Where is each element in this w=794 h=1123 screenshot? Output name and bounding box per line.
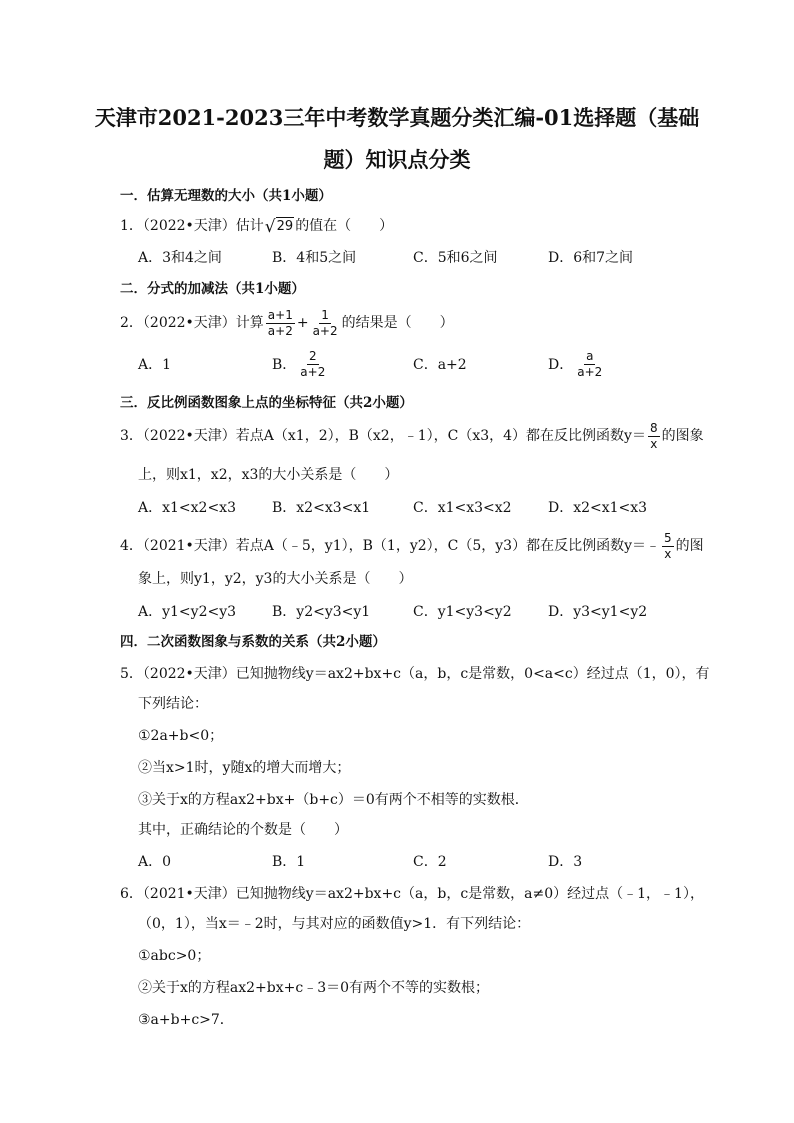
square-root-expression: √ 29 bbox=[264, 216, 294, 237]
option-d[interactable]: D． $\frac{a}{a+2}$ bbox=[548, 349, 603, 379]
question-4-stem-line-1: 4．（2021•天津）若点A（﹣5，y1），B（1，y2），C（5，y3）都在反比例函数y＝﹣ $\frac{5}{x}$ 的图 bbox=[120, 530, 704, 561]
question-5-conclusion-1: ①2a+b<0； bbox=[138, 728, 224, 744]
option-c[interactable]: C．5和6之间 bbox=[413, 250, 498, 266]
question-6-stem-line-2: （0，1），当x＝﹣2时，与其对应的函数值y>1．有下列结论： bbox=[138, 916, 531, 932]
plus-sign: + bbox=[296, 315, 309, 331]
option-d[interactable]: D．3 bbox=[548, 854, 583, 870]
option-b[interactable]: B．x2<x3<x1 bbox=[272, 500, 371, 516]
question-5-stem-line-2: 下列结论： bbox=[138, 696, 208, 712]
question-3-stem-line-1: 3．（2022•天津）若点A（x1，2），B（x2，﹣1），C（x3，4）都在反比例函数y＝ $\frac{8}{x}$ 的图象 bbox=[120, 420, 704, 451]
question-5-prompt: 其中，正确结论的个数是（ ） bbox=[138, 822, 348, 838]
option-a[interactable]: A．1 bbox=[138, 357, 172, 373]
question-5-stem-line-1: 5．（2022•天津）已知抛物线y＝ax2+bx+c（a，b，c是常数，0<a<c）经过点（1，0），有 bbox=[120, 666, 710, 682]
option-a[interactable]: A．x1<x2<x3 bbox=[138, 500, 236, 516]
section-heading-2: 二．分式的加减法（共1小题） bbox=[120, 281, 305, 297]
fraction-5-over-x: $\frac{5}{x}$ bbox=[663, 530, 672, 561]
section-heading-4: 四．二次函数图象与系数的关系（共2小题） bbox=[120, 634, 386, 650]
question-6-conclusion-2: ②关于x的方程ax2+bx+c﹣3＝0有两个不等的实数根； bbox=[138, 980, 490, 996]
section-heading-3: 三．反比例函数图象上点的坐标特征（共2小题） bbox=[120, 395, 413, 411]
option-b-fraction: $\frac{2}{a+2}$ bbox=[300, 349, 326, 379]
question-4-stem-line-2: 象上，则y1，y2，y3的大小关系是（ ） bbox=[138, 571, 413, 587]
fraction-8-over-x: $\frac{8}{x}$ bbox=[649, 420, 658, 451]
question-1-prefix: 1．（2022•天津）估计 bbox=[120, 218, 264, 234]
document-title-line-2: 题）知识点分类 bbox=[323, 147, 471, 172]
option-c[interactable]: C．y1<y3<y2 bbox=[413, 604, 512, 620]
option-a[interactable]: A．y1<y2<y3 bbox=[138, 604, 237, 620]
radicand: 29 bbox=[276, 218, 294, 234]
question-2-stem bbox=[120, 307, 454, 339]
question-6-conclusion-1: ①abc>0； bbox=[138, 948, 211, 964]
option-b[interactable]: B．y2<y3<y1 bbox=[272, 604, 371, 620]
fraction-1: $\frac{a+1}{a+2}$ bbox=[267, 307, 293, 338]
option-c[interactable]: C．a+2 bbox=[413, 357, 467, 373]
question-5-conclusion-2: ②当x>1时，y随x的增大而增大； bbox=[138, 760, 351, 776]
option-b[interactable]: B．4和5之间 bbox=[272, 250, 357, 266]
question-2-prefix: 2．（2022•天津）计算 bbox=[120, 315, 264, 331]
fraction-2: $\frac{1}{a+2}$ bbox=[312, 307, 338, 338]
option-d[interactable]: D．x2<x1<x3 bbox=[548, 500, 648, 516]
question-1-stem bbox=[120, 214, 393, 238]
question-6-conclusion-3: ③a+b+c>7． bbox=[138, 1012, 234, 1028]
question-3-stem-line-2: 上，则x1，x2，x3的大小关系是（ ） bbox=[138, 467, 399, 483]
question-2-suffix: 的结果是（ ） bbox=[341, 315, 454, 331]
document-title-line-1: 天津市2021-2023三年中考数学真题分类汇编-01选择题（基础 bbox=[94, 105, 700, 130]
option-d-fraction: $\frac{a}{a+2}$ bbox=[577, 349, 603, 379]
option-a[interactable]: A．3和4之间 bbox=[138, 250, 222, 266]
question-6-stem-line-1: 6．（2021•天津）已知抛物线y＝ax2+bx+c（a，b，c是常数，a≠0）经过点（﹣1，﹣1）， bbox=[120, 886, 704, 902]
option-c[interactable]: C．2 bbox=[413, 854, 447, 870]
question-5-conclusion-3: ③关于x的方程ax2+bx+（b+c）＝0有两个不相等的实数根． bbox=[138, 792, 529, 808]
option-b[interactable]: B． $\frac{2}{a+2}$ bbox=[272, 349, 326, 379]
question-1-suffix: 的值在（ ） bbox=[295, 218, 394, 234]
option-d[interactable]: D．6和7之间 bbox=[548, 250, 634, 266]
section-heading-1: 一．估算无理数的大小（共1小题） bbox=[120, 188, 332, 204]
option-c[interactable]: C．x1<x3<x2 bbox=[413, 500, 512, 516]
option-b[interactable]: B．1 bbox=[272, 854, 306, 870]
option-d[interactable]: D．y3<y1<y2 bbox=[548, 604, 648, 620]
option-a[interactable]: A．0 bbox=[138, 854, 172, 870]
